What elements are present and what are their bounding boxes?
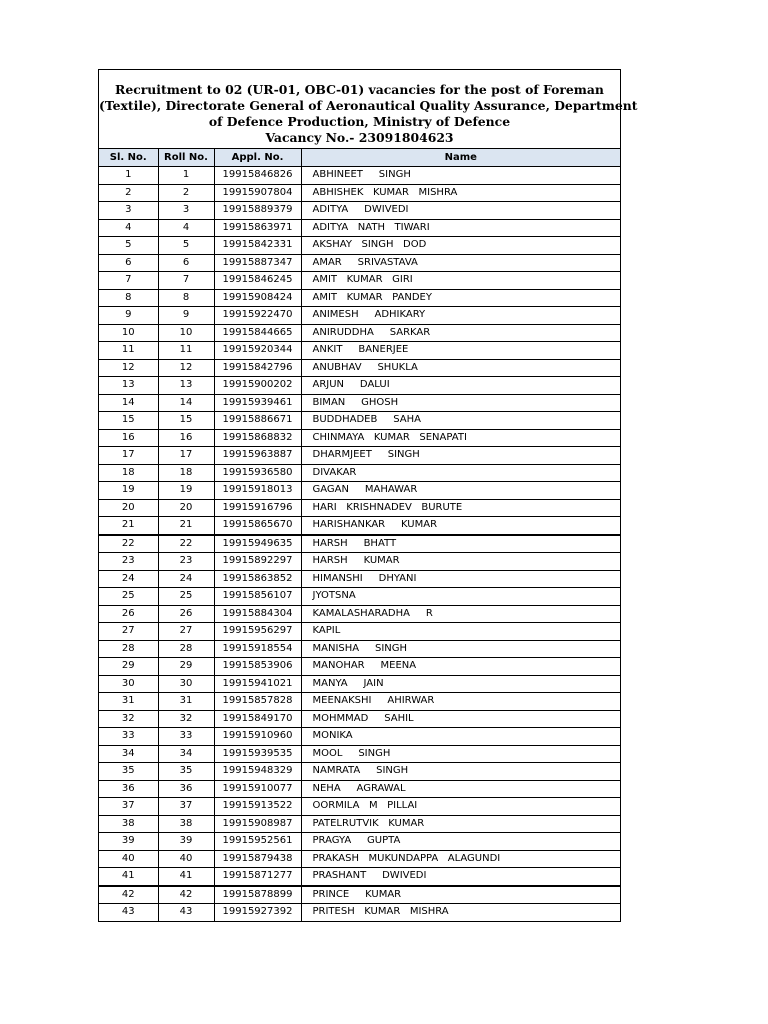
appl-no-cell: 19915849170	[214, 710, 301, 728]
name-cell: ANKIT BANERJEE	[301, 342, 620, 360]
table-row	[99, 219, 620, 237]
table-row	[99, 237, 620, 255]
sl-no-cell: 6	[99, 254, 158, 272]
roll-no-cell: 28	[158, 640, 214, 658]
appl-no-cell: 19915884304	[214, 605, 301, 623]
roll-no-cell: 33	[158, 728, 214, 746]
roll-no-cell: 9	[158, 307, 214, 325]
appl-no-cell: 19915920344	[214, 342, 301, 360]
document-title	[99, 70, 638, 149]
table-row	[99, 184, 620, 202]
roll-no-cell: 42	[158, 886, 214, 904]
table-row	[99, 202, 620, 220]
appl-no-cell: 19915918013	[214, 482, 301, 500]
roll-no-cell: 18	[158, 464, 214, 482]
sl-no-cell: 32	[99, 710, 158, 728]
sl-no-cell: 13	[99, 377, 158, 395]
header-appl-no: Appl. No.	[214, 149, 301, 167]
sl-no-cell: 28	[99, 640, 158, 658]
table-row	[99, 710, 620, 728]
table-row	[99, 553, 620, 571]
roll-no-cell: 17	[158, 447, 214, 465]
appl-no-cell: 19915879438	[214, 850, 301, 868]
header-sl-no: Sl. No.	[99, 149, 158, 167]
name-cell: GAGAN MAHAWAR	[301, 482, 620, 500]
table-row	[99, 254, 620, 272]
roll-no-cell: 13	[158, 377, 214, 395]
table-row	[99, 482, 620, 500]
sl-no-cell: 37	[99, 798, 158, 816]
sl-no-cell: 38	[99, 815, 158, 833]
table-body	[99, 167, 620, 921]
name-cell: OORMILA M PILLAI	[301, 798, 620, 816]
sl-no-cell: 29	[99, 658, 158, 676]
name-cell: KAPIL	[301, 623, 620, 641]
sl-no-cell: 26	[99, 605, 158, 623]
roll-no-cell: 37	[158, 798, 214, 816]
table-row	[99, 394, 620, 412]
sl-no-cell: 35	[99, 763, 158, 781]
table-row	[99, 605, 620, 623]
sl-no-cell: 5	[99, 237, 158, 255]
sl-no-cell: 16	[99, 429, 158, 447]
table-row	[99, 359, 620, 377]
sl-no-cell: 36	[99, 780, 158, 798]
name-cell: ABHISHEK KUMAR MISHRA	[301, 184, 620, 202]
name-cell: MOOL SINGH	[301, 745, 620, 763]
sl-no-cell: 4	[99, 219, 158, 237]
table-row	[99, 693, 620, 711]
appl-no-cell: 19915871277	[214, 868, 301, 886]
appl-no-cell: 19915918554	[214, 640, 301, 658]
sl-no-cell: 9	[99, 307, 158, 325]
roll-no-cell: 21	[158, 517, 214, 535]
roll-no-cell: 16	[158, 429, 214, 447]
name-cell: BUDDHADEB SAHA	[301, 412, 620, 430]
table-row	[99, 570, 620, 588]
table-row	[99, 535, 620, 553]
sl-no-cell: 22	[99, 535, 158, 553]
appl-no-cell: 19915949635	[214, 535, 301, 553]
sl-no-cell: 33	[99, 728, 158, 746]
table-row	[99, 464, 620, 482]
sl-no-cell: 27	[99, 623, 158, 641]
name-cell: PRINCE KUMAR	[301, 886, 620, 904]
roll-no-cell: 40	[158, 850, 214, 868]
appl-no-cell: 19915887347	[214, 254, 301, 272]
roll-no-cell: 4	[158, 219, 214, 237]
roll-no-cell: 19	[158, 482, 214, 500]
table-row	[99, 780, 620, 798]
sl-no-cell: 10	[99, 324, 158, 342]
appl-no-cell: 19915892297	[214, 553, 301, 571]
name-cell: HARSH BHATT	[301, 535, 620, 553]
name-cell: ADITYA NATH TIWARI	[301, 219, 620, 237]
table-row	[99, 886, 620, 904]
table-row	[99, 850, 620, 868]
roll-no-cell: 10	[158, 324, 214, 342]
table-row	[99, 658, 620, 676]
roll-no-cell: 2	[158, 184, 214, 202]
appl-no-cell: 19915856107	[214, 588, 301, 606]
vacancy-number: Vacancy No.- 23091804623	[265, 130, 454, 145]
table-row	[99, 377, 620, 395]
name-cell: ANIMESH ADHIKARY	[301, 307, 620, 325]
sl-no-cell: 31	[99, 693, 158, 711]
table-row	[99, 412, 620, 430]
table-row	[99, 517, 620, 535]
roll-no-cell: 20	[158, 499, 214, 517]
name-cell: MANISHA SINGH	[301, 640, 620, 658]
sl-no-cell: 18	[99, 464, 158, 482]
roll-no-cell: 12	[158, 359, 214, 377]
sl-no-cell: 2	[99, 184, 158, 202]
appl-no-cell: 19915842796	[214, 359, 301, 377]
roll-no-cell: 14	[158, 394, 214, 412]
header-roll-no: Roll No.	[158, 149, 214, 167]
roll-no-cell: 22	[158, 535, 214, 553]
name-cell: ABHINEET SINGH	[301, 167, 620, 185]
sl-no-cell: 21	[99, 517, 158, 535]
name-cell: PRITESH KUMAR MISHRA	[301, 904, 620, 921]
appl-no-cell: 19915908424	[214, 289, 301, 307]
table-row	[99, 588, 620, 606]
appl-no-cell: 19915886671	[214, 412, 301, 430]
sl-no-cell: 14	[99, 394, 158, 412]
sl-no-cell: 12	[99, 359, 158, 377]
roll-no-cell: 30	[158, 675, 214, 693]
appl-no-cell: 19915939461	[214, 394, 301, 412]
table-row	[99, 447, 620, 465]
table-row	[99, 429, 620, 447]
sl-no-cell: 30	[99, 675, 158, 693]
table-row	[99, 763, 620, 781]
name-cell: PATELRUTVIK KUMAR	[301, 815, 620, 833]
roll-no-cell: 29	[158, 658, 214, 676]
appl-no-cell: 19915927392	[214, 904, 301, 921]
name-cell: MOHMMAD SAHIL	[301, 710, 620, 728]
table-row	[99, 499, 620, 517]
appl-no-cell: 19915941021	[214, 675, 301, 693]
roll-no-cell: 36	[158, 780, 214, 798]
name-cell: BIMAN GHOSH	[301, 394, 620, 412]
sl-no-cell: 24	[99, 570, 158, 588]
appl-no-cell: 19915889379	[214, 202, 301, 220]
name-cell: MONIKA	[301, 728, 620, 746]
appl-no-cell: 19915948329	[214, 763, 301, 781]
name-cell: HARI KRISHNADEV BURUTE	[301, 499, 620, 517]
title-line-3: of Defence Production, Ministry of Defence	[208, 114, 511, 129]
appl-no-cell: 19915878899	[214, 886, 301, 904]
roll-no-cell: 43	[158, 904, 214, 921]
sl-no-cell: 19	[99, 482, 158, 500]
sl-no-cell: 3	[99, 202, 158, 220]
appl-no-cell: 19915846826	[214, 167, 301, 185]
table-row	[99, 833, 620, 851]
appl-no-cell: 19915952561	[214, 833, 301, 851]
name-cell: PRAKASH MUKUNDAPPA ALAGUNDI	[301, 850, 620, 868]
table-row	[99, 745, 620, 763]
appl-no-cell: 19915910960	[214, 728, 301, 746]
name-cell: HIMANSHI DHYANI	[301, 570, 620, 588]
roll-no-cell: 24	[158, 570, 214, 588]
name-cell: HARSH KUMAR	[301, 553, 620, 571]
sl-no-cell: 20	[99, 499, 158, 517]
sl-no-cell: 11	[99, 342, 158, 360]
roll-no-cell: 1	[158, 167, 214, 185]
name-cell: MEENAKSHI AHIRWAR	[301, 693, 620, 711]
appl-no-cell: 19915908987	[214, 815, 301, 833]
sl-no-cell: 23	[99, 553, 158, 571]
roll-no-cell: 38	[158, 815, 214, 833]
sl-no-cell: 15	[99, 412, 158, 430]
table-row	[99, 868, 620, 886]
table-row	[99, 272, 620, 290]
name-cell: AMIT KUMAR PANDEY	[301, 289, 620, 307]
name-cell: ANIRUDDHA SARKAR	[301, 324, 620, 342]
appl-no-cell: 19915907804	[214, 184, 301, 202]
name-cell: HARISHANKAR KUMAR	[301, 517, 620, 535]
appl-no-cell: 19915956297	[214, 623, 301, 641]
appl-no-cell: 19915936580	[214, 464, 301, 482]
appl-no-cell: 19915900202	[214, 377, 301, 395]
table-row	[99, 640, 620, 658]
candidate-table	[99, 149, 620, 921]
roll-no-cell: 3	[158, 202, 214, 220]
title-line-1: Recruitment to 02 (UR-01, OBC-01) vacancies for the post of Foreman	[115, 82, 604, 97]
roll-no-cell: 41	[158, 868, 214, 886]
name-cell: NAMRATA SINGH	[301, 763, 620, 781]
name-cell: DHARMJEET SINGH	[301, 447, 620, 465]
appl-no-cell: 19915916796	[214, 499, 301, 517]
title-line-2: (Textile), Directorate General of Aeronautical Quality Assurance, Department	[99, 98, 638, 113]
table-row	[99, 289, 620, 307]
sl-no-cell: 8	[99, 289, 158, 307]
roll-no-cell: 15	[158, 412, 214, 430]
sl-no-cell: 40	[99, 850, 158, 868]
table-row	[99, 675, 620, 693]
table-row	[99, 342, 620, 360]
roll-no-cell: 26	[158, 605, 214, 623]
sl-no-cell: 39	[99, 833, 158, 851]
appl-no-cell: 19915842331	[214, 237, 301, 255]
roll-no-cell: 5	[158, 237, 214, 255]
name-cell: MANOHAR MEENA	[301, 658, 620, 676]
roll-no-cell: 8	[158, 289, 214, 307]
table-row	[99, 904, 620, 921]
name-cell: KAMALASHARADHA R	[301, 605, 620, 623]
name-cell: MANYA JAIN	[301, 675, 620, 693]
result-sheet	[98, 69, 638, 922]
roll-no-cell: 35	[158, 763, 214, 781]
name-cell: PRAGYA GUPTA	[301, 833, 620, 851]
roll-no-cell: 6	[158, 254, 214, 272]
table-header-row	[99, 149, 620, 167]
appl-no-cell: 19915922470	[214, 307, 301, 325]
table-row	[99, 798, 620, 816]
sl-no-cell: 17	[99, 447, 158, 465]
name-cell: NEHA AGRAWAL	[301, 780, 620, 798]
sl-no-cell: 43	[99, 904, 158, 921]
sl-no-cell: 34	[99, 745, 158, 763]
name-cell: DIVAKAR	[301, 464, 620, 482]
appl-no-cell: 19915853906	[214, 658, 301, 676]
roll-no-cell: 11	[158, 342, 214, 360]
table-row	[99, 324, 620, 342]
roll-no-cell: 7	[158, 272, 214, 290]
sl-no-cell: 42	[99, 886, 158, 904]
appl-no-cell: 19915846245	[214, 272, 301, 290]
roll-no-cell: 25	[158, 588, 214, 606]
table-row	[99, 167, 620, 185]
appl-no-cell: 19915865670	[214, 517, 301, 535]
appl-no-cell: 19915863971	[214, 219, 301, 237]
appl-no-cell: 19915868832	[214, 429, 301, 447]
name-cell: ARJUN DALUI	[301, 377, 620, 395]
sl-no-cell: 25	[99, 588, 158, 606]
name-cell: ADITYA DWIVEDI	[301, 202, 620, 220]
table-row	[99, 728, 620, 746]
name-cell: PRASHANT DWIVEDI	[301, 868, 620, 886]
name-cell: ANUBHAV SHUKLA	[301, 359, 620, 377]
sl-no-cell: 1	[99, 167, 158, 185]
table-row	[99, 623, 620, 641]
appl-no-cell: 19915857828	[214, 693, 301, 711]
appl-no-cell: 19915939535	[214, 745, 301, 763]
roll-no-cell: 23	[158, 553, 214, 571]
roll-no-cell: 31	[158, 693, 214, 711]
appl-no-cell: 19915963887	[214, 447, 301, 465]
header-name: Name	[301, 149, 620, 167]
sl-no-cell: 41	[99, 868, 158, 886]
roll-no-cell: 27	[158, 623, 214, 641]
roll-no-cell: 39	[158, 833, 214, 851]
appl-no-cell: 19915844665	[214, 324, 301, 342]
roll-no-cell: 32	[158, 710, 214, 728]
name-cell: JYOTSNA	[301, 588, 620, 606]
appl-no-cell: 19915863852	[214, 570, 301, 588]
name-cell: AMAR SRIVASTAVA	[301, 254, 620, 272]
appl-no-cell: 19915910077	[214, 780, 301, 798]
roll-no-cell: 34	[158, 745, 214, 763]
name-cell: AMIT KUMAR GIRI	[301, 272, 620, 290]
sl-no-cell: 7	[99, 272, 158, 290]
appl-no-cell: 19915913522	[214, 798, 301, 816]
table-row	[99, 307, 620, 325]
name-cell: AKSHAY SINGH DOD	[301, 237, 620, 255]
table-row	[99, 815, 620, 833]
name-cell: CHINMAYA KUMAR SENAPATI	[301, 429, 620, 447]
